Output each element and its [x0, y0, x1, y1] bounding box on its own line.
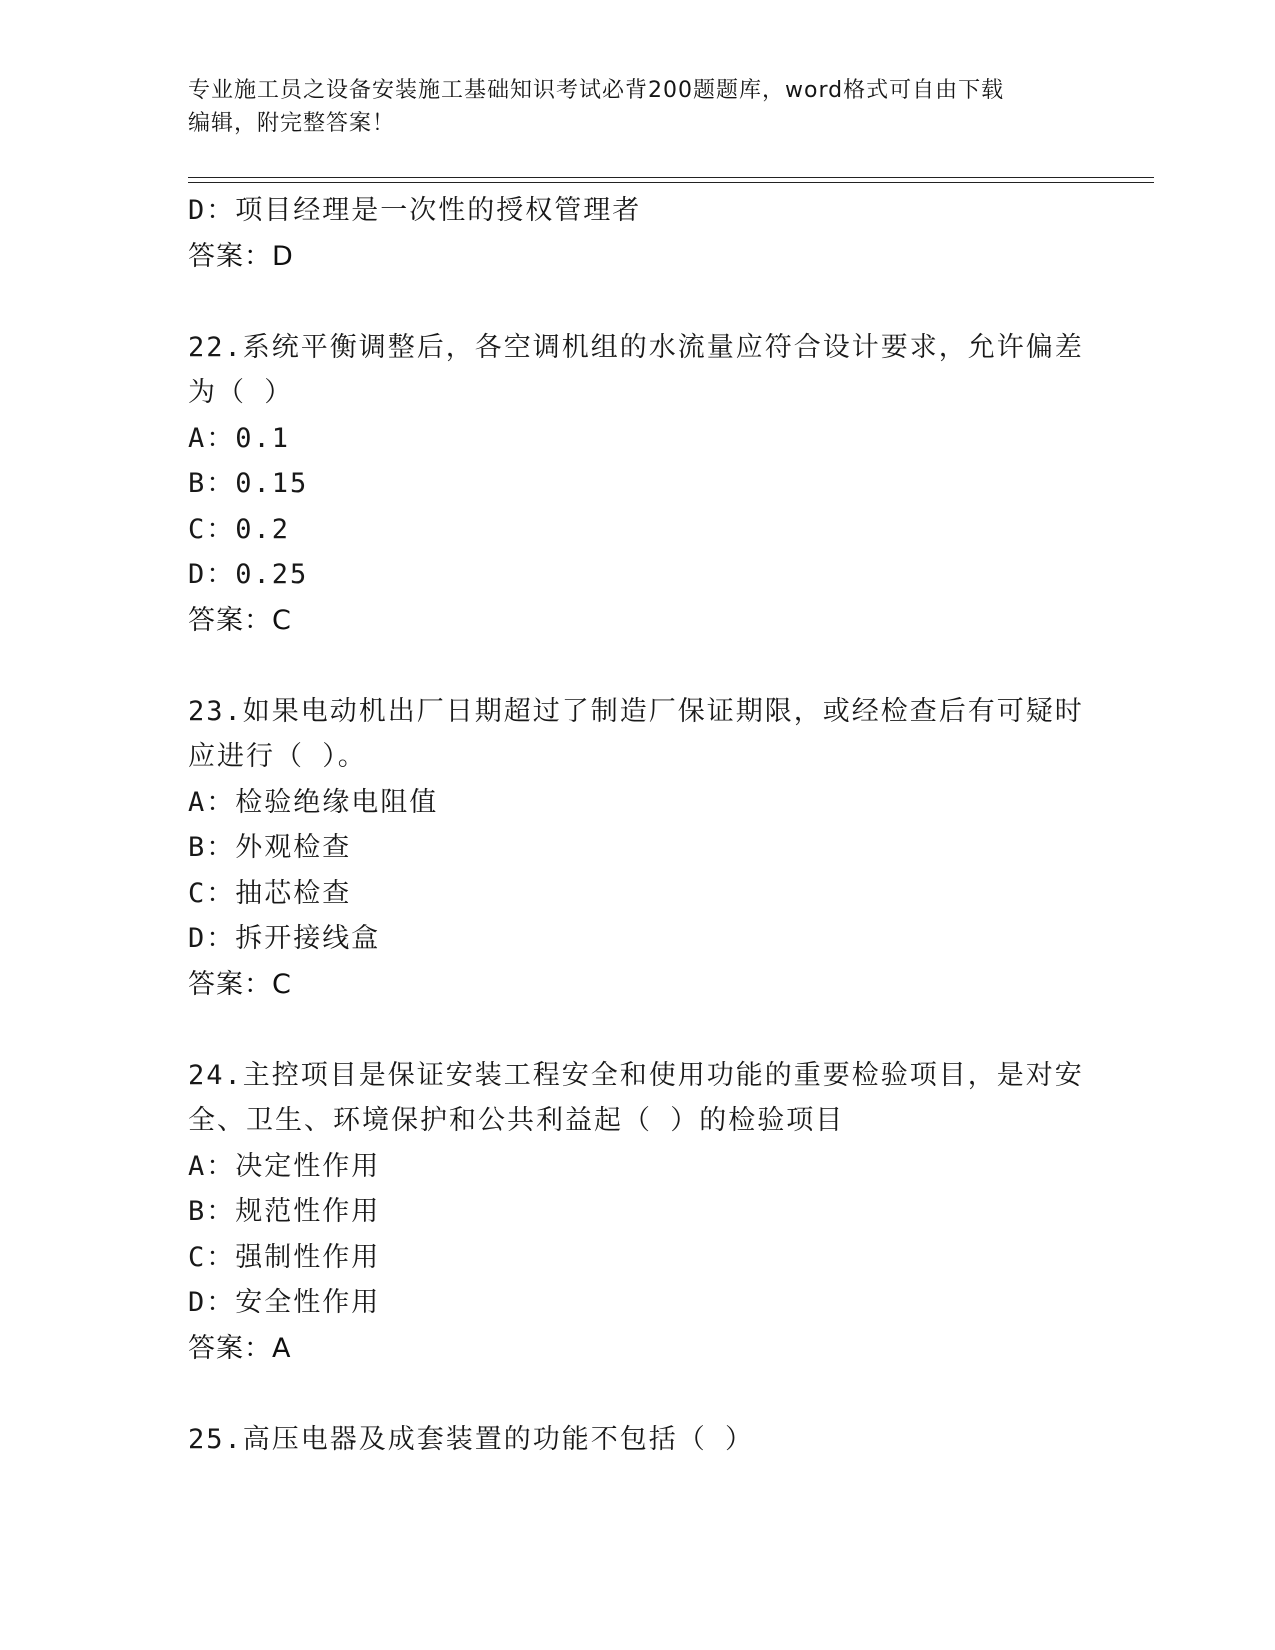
question-23	[188, 689, 1088, 1008]
spacer	[188, 643, 1088, 689]
header-title-line-2: 编辑，附完整答案！	[188, 111, 396, 136]
option-c: C：强制性作用	[188, 1241, 381, 1273]
question-stem-line-2: 为（ ）	[188, 377, 294, 408]
option-d: D：拆开接线盒	[188, 923, 381, 954]
question-22	[188, 325, 1088, 644]
option-a: A：0.1	[188, 422, 291, 454]
spacer	[188, 1007, 1088, 1053]
answer-line: 答案：C	[188, 968, 292, 1000]
answer-line: 答案：C	[188, 604, 292, 636]
answer-line: 答案：A	[188, 1332, 292, 1364]
option-d: D：0.25	[188, 559, 309, 590]
header-divider-top	[188, 177, 1154, 178]
question-stem-line-1: 23.如果电动机出厂日期超过了制造厂保证期限，或经检查后有可疑时	[188, 695, 1084, 727]
option-b: B：0.15	[188, 468, 309, 499]
question-stem-line-2: 应进行（ ）。	[188, 741, 367, 772]
question-21	[188, 188, 1088, 279]
answer-line: 答案：D	[188, 240, 294, 272]
spacer	[188, 279, 1088, 325]
option-a: A：检验绝缘电阻值	[188, 786, 439, 818]
option-c: C：抽芯检查	[188, 877, 352, 909]
question-stem-line-2: 全、卫生、环境保护和公共利益起（ ）的检验项目	[188, 1105, 845, 1136]
option-b: B：外观检查	[188, 832, 352, 863]
header-divider-bottom	[188, 182, 1154, 183]
spacer	[188, 1371, 1088, 1417]
document-header	[188, 74, 1088, 140]
question-24	[188, 1053, 1088, 1372]
question-stem-line-1: 22.系统平衡调整后，各空调机组的水流量应符合设计要求，允许偏差	[188, 331, 1084, 363]
question-25	[188, 1417, 1088, 1463]
question-stem-line-1: 25.高压电器及成套装置的功能不包括（ ）	[188, 1423, 755, 1455]
question-list	[188, 188, 1088, 1462]
option-d: D：项目经理是一次性的授权管理者	[188, 195, 642, 226]
question-stem-line-1: 24.主控项目是保证安装工程安全和使用功能的重要检验项目，是对安	[188, 1059, 1084, 1091]
option-a: A：决定性作用	[188, 1150, 381, 1182]
option-b: B：规范性作用	[188, 1196, 381, 1227]
header-title-line-1: 专业施工员之设备安装施工基础知识考试必背200题题库，word格式可自由下载	[188, 78, 1005, 103]
option-d: D：安全性作用	[188, 1287, 381, 1318]
option-c: C：0.2	[188, 513, 291, 545]
